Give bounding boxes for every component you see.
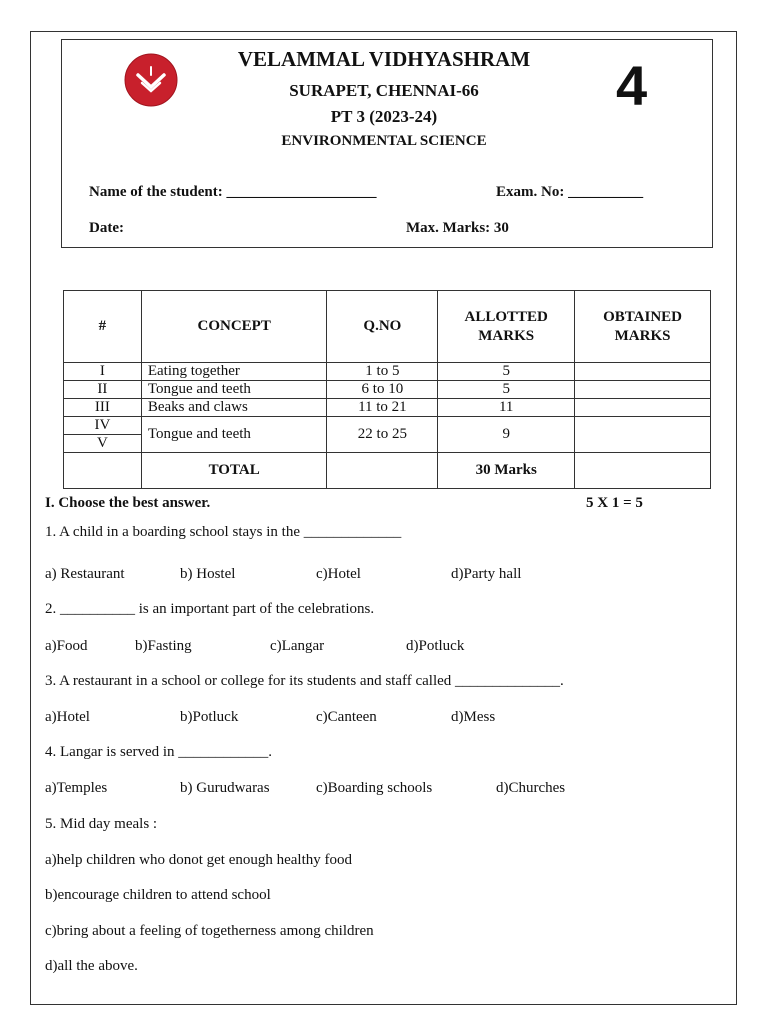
header-num: # xyxy=(64,291,142,363)
q3-option-b: b)Potluck xyxy=(180,709,239,725)
table-row: V xyxy=(64,435,711,453)
header-concept: CONCEPT xyxy=(141,291,327,363)
school-address: SURAPET, CHENNAI-66 xyxy=(289,81,479,100)
table-row: II Tongue and teeth 6 to 10 5 xyxy=(64,381,711,399)
subject-title: ENVIRONMENTAL SCIENCE xyxy=(281,133,487,149)
school-name: VELAMMAL VIDHYASHRAM xyxy=(237,47,531,71)
grade-number: 4 xyxy=(616,54,648,117)
question-4: 4. Langar is served in ____________. xyxy=(45,744,273,760)
q3-option-a: a)Hotel xyxy=(45,709,90,725)
table-total-row: TOTAL 30 Marks xyxy=(64,453,711,489)
question-2: 2. __________ is an important part of the celebrations. xyxy=(45,601,375,617)
test-title: PT 3 (2023-24) xyxy=(330,107,438,126)
exam-number-field: Exam. No: __________ xyxy=(496,184,644,200)
table-header-row xyxy=(64,291,711,363)
section-marks: 5 X 1 = 5 xyxy=(586,495,643,511)
q2-option-d: d)Potluck xyxy=(406,638,465,654)
table-row: III Beaks and claws 11 to 21 11 xyxy=(64,399,711,417)
question-1: 1. A child in a boarding school stays in the _____________ xyxy=(45,524,402,540)
question-5: 5. Mid day meals : xyxy=(45,816,158,832)
header-obtained: OBTAINED MARKS xyxy=(575,291,711,363)
q2-option-a: a)Food xyxy=(45,638,88,654)
marks-table xyxy=(63,290,711,489)
table-row: IV Tongue and teeth 22 to 25 9 xyxy=(64,417,711,435)
q4-option-d: d)Churches xyxy=(496,780,566,796)
q1-option-b: b) Hostel xyxy=(180,566,236,582)
q3-option-d: d)Mess xyxy=(451,709,496,725)
q5-option-c: c)bring about a feeling of togetherness among children xyxy=(45,923,374,939)
q2-option-c: c)Langar xyxy=(270,638,325,654)
max-marks: Max. Marks: 30 xyxy=(406,220,509,236)
q4-option-b: b) Gurudwaras xyxy=(180,780,270,796)
q1-option-c: c)Hotel xyxy=(316,566,361,582)
question-3: 3. A restaurant in a school or college for its students and staff called ______________. xyxy=(45,673,564,689)
student-name-field: Name of the student: ____________________ xyxy=(89,184,377,200)
q4-option-a: a)Temples xyxy=(45,780,108,796)
q5-option-b: b)encourage children to attend school xyxy=(45,887,271,903)
table-row: I Eating together 1 to 5 5 xyxy=(64,363,711,381)
q5-option-d: d)all the above. xyxy=(45,958,138,974)
q4-option-c: c)Boarding schools xyxy=(316,780,433,796)
q3-option-c: c)Canteen xyxy=(316,709,377,725)
q2-option-b: b)Fasting xyxy=(135,638,192,654)
q1-option-d: d)Party hall xyxy=(451,566,522,582)
q1-option-a: a) Restaurant xyxy=(45,566,125,582)
header-allotted: ALLOTTED MARKS xyxy=(438,291,575,363)
q5-option-a: a)help children who donot get enough healthy food xyxy=(45,852,353,868)
date-field: Date: xyxy=(89,220,124,236)
header-qno: Q.NO xyxy=(327,291,438,363)
section-title: I. Choose the best answer. xyxy=(45,495,211,511)
